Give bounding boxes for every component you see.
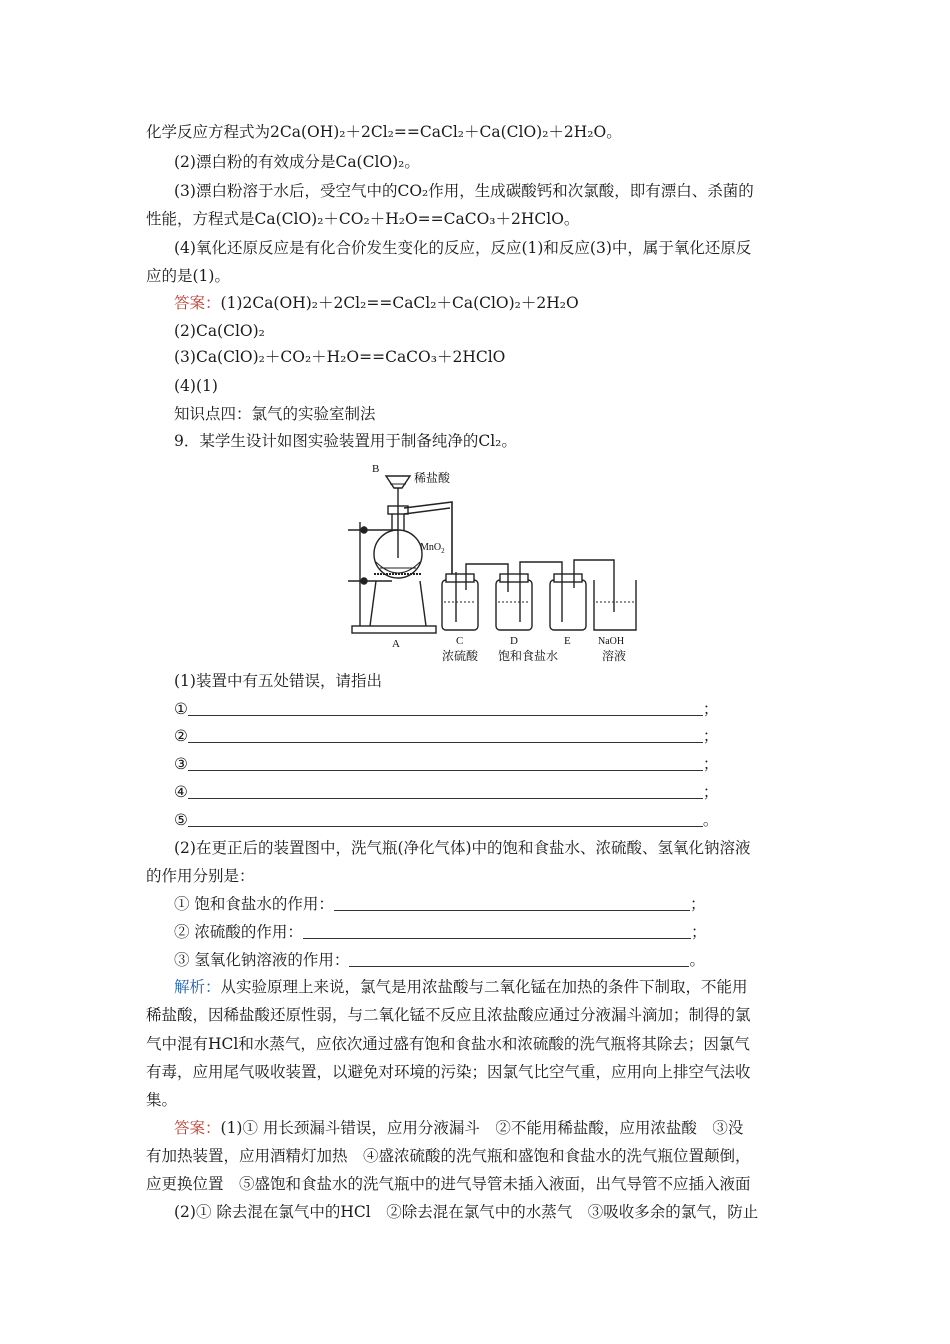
answer-1-line1 — [174, 293, 579, 313]
blank-end: ； — [702, 727, 719, 745]
label-mno2: MnO$_2$ — [420, 542, 445, 555]
blank-row-2 — [174, 726, 718, 746]
part2-item-label: ③ 氢氧化钠溶液的作用： — [174, 951, 350, 969]
paragraph-item-4-line2: 应的是(1)。 — [146, 267, 230, 285]
answer-blank[interactable] — [303, 924, 691, 939]
blank-row-5 — [174, 810, 718, 830]
beaker-naoh — [594, 580, 636, 630]
answer-2-line2: 有加热装置，应用酒精灯加热 ④盛浓硫酸的洗气瓶和盛饱和食盐水的洗气瓶位置颠倒， — [146, 1147, 751, 1165]
label-conc-h2so4: 浓硫酸 — [442, 649, 479, 662]
part2-item-2 — [174, 922, 706, 942]
answer-blank[interactable] — [188, 701, 703, 716]
funnel-b — [386, 476, 410, 488]
blank-end: 。 — [689, 951, 705, 969]
analysis-line2: 稀盐酸，因稀盐酸还原性弱，与二氧化锰不反应且浓盐酸应通过分液漏斗滴加；制得的氯 — [146, 1006, 751, 1024]
question-9-part1-prompt: (1)装置中有五处错误，请指出 — [174, 672, 382, 690]
analysis-line5: 集。 — [146, 1091, 178, 1109]
blank-number: ③ — [174, 755, 188, 773]
blank-number: ① — [174, 700, 188, 718]
paragraph-item-2: (2)漂白粉的有效成分是Ca(ClO)₂。 — [174, 153, 420, 171]
blank-end: ； — [690, 923, 707, 941]
blank-end: 。 — [702, 811, 719, 829]
blank-end: ； — [702, 755, 719, 773]
part2-item-1 — [174, 894, 705, 914]
label-d: D — [510, 635, 518, 647]
blank-number: ⑤ — [174, 811, 188, 829]
answer-2-line1 — [174, 1118, 743, 1138]
label-a: A — [392, 638, 400, 650]
answer-1-line3: (3)Ca(ClO)₂＋CO₂＋H₂O==CaCO₃＋2HClO — [174, 348, 506, 366]
question-9-stem: 9．某学生设计如图实验装置用于制备纯净的Cl₂。 — [174, 432, 517, 450]
answer-label: 答案： — [174, 294, 221, 312]
blank-end: ； — [702, 700, 719, 718]
answer-blank[interactable] — [188, 784, 703, 799]
answer-2-line4: (2)① 除去混在氯气中的HCl ②除去混在氯气中的水蒸气 ③吸收多余的氯气，防止 — [174, 1203, 759, 1221]
apparatus-diagram — [340, 462, 650, 662]
question-9-part2-line1: (2)在更正后的装置图中，洗气瓶(净化气体)中的饱和食盐水、浓硫酸、氢氧化钠溶液 — [174, 839, 751, 857]
label-naoh: NaOH — [598, 636, 625, 647]
blank-end: ； — [702, 783, 719, 801]
question-9-part2-line2: 的作用分别是： — [146, 867, 255, 885]
answer-blank[interactable] — [334, 896, 690, 911]
blank-row-4 — [174, 782, 718, 802]
answer-1-text: (1)2Ca(OH)₂＋2Cl₂==CaCl₂＋Ca(ClO)₂＋2H₂O — [220, 294, 579, 312]
label-c: C — [456, 635, 464, 647]
bottle-d — [496, 580, 532, 630]
paragraph-equation: 化学反应方程式为2Ca(OH)₂＋2Cl₂==CaCl₂＋Ca(ClO)₂＋2H₂O。 — [146, 123, 622, 141]
paragraph-item-4-line1: (4)氧化还原反应是有化合价发生变化的反应，反应(1)和反应(3)中，属于氧化还原反 — [174, 239, 752, 257]
answer-blank[interactable] — [188, 812, 703, 827]
analysis-text: 从实验原理上来说，氯气是用浓盐酸与二氧化锰在加热的条件下制取，不能用 — [220, 978, 748, 996]
answer-blank[interactable] — [349, 952, 689, 967]
blank-row-1 — [174, 699, 718, 719]
label-b: B — [372, 463, 380, 475]
answer-2-line3: 应更换位置 ⑤盛饱和食盐水的洗气瓶中的进气导管未插入液面，出气导管不应插入液面 — [146, 1175, 751, 1193]
answer-label: 答案： — [174, 1119, 221, 1137]
part2-item-3 — [174, 950, 705, 970]
stand-base — [352, 626, 436, 633]
analysis-line3: 气中混有HCl和水蒸气，应依次通过盛有饱和食盐水和浓硫酸的洗气瓶将其除去；因氯气 — [146, 1035, 750, 1053]
paragraph-item-3-line1: (3)漂白粉溶于水后，受空气中的CO₂作用，生成碳酸钙和次氯酸，即有漂白、杀菌的 — [174, 182, 754, 200]
blank-row-3 — [174, 754, 718, 774]
part2-item-label: ② 浓硫酸的作用： — [174, 923, 303, 941]
bottle-e — [550, 580, 586, 630]
label-solution: 溶液 — [602, 649, 627, 662]
blank-number: ② — [174, 727, 188, 745]
label-e: E — [564, 635, 571, 647]
answer-blank[interactable] — [188, 756, 703, 771]
analysis-line4: 有毒，应用尾气吸收装置，以避免对环境的污染；因氯气比空气重，应用向上排空气法收 — [146, 1063, 751, 1081]
answer-1-line2: (2)Ca(ClO)₂ — [174, 322, 265, 340]
answer-1-line4: (4)(1) — [174, 377, 218, 395]
blank-number: ④ — [174, 783, 188, 801]
part2-item-label: ① 饱和食盐水的作用： — [174, 895, 334, 913]
answer-2-text: (1)① 用长颈漏斗错误，应用分液漏斗 ②不能用稀盐酸，应用浓盐酸 ③没 — [220, 1119, 744, 1137]
analysis-label: 解析： — [174, 978, 221, 996]
blank-end: ； — [689, 895, 706, 913]
paragraph-item-3-line2: 性能，方程式是Ca(ClO)₂＋CO₂＋H₂O==CaCO₃＋2HClO。 — [146, 210, 580, 228]
bottle-c — [442, 580, 478, 630]
answer-blank[interactable] — [188, 728, 703, 743]
label-dilute-hcl: 稀盐酸 — [414, 471, 451, 485]
label-saturated-brine: 饱和食盐水 — [498, 649, 559, 662]
analysis-line1 — [174, 977, 748, 997]
section-heading: 知识点四：氯气的实验室制法 — [174, 405, 376, 423]
